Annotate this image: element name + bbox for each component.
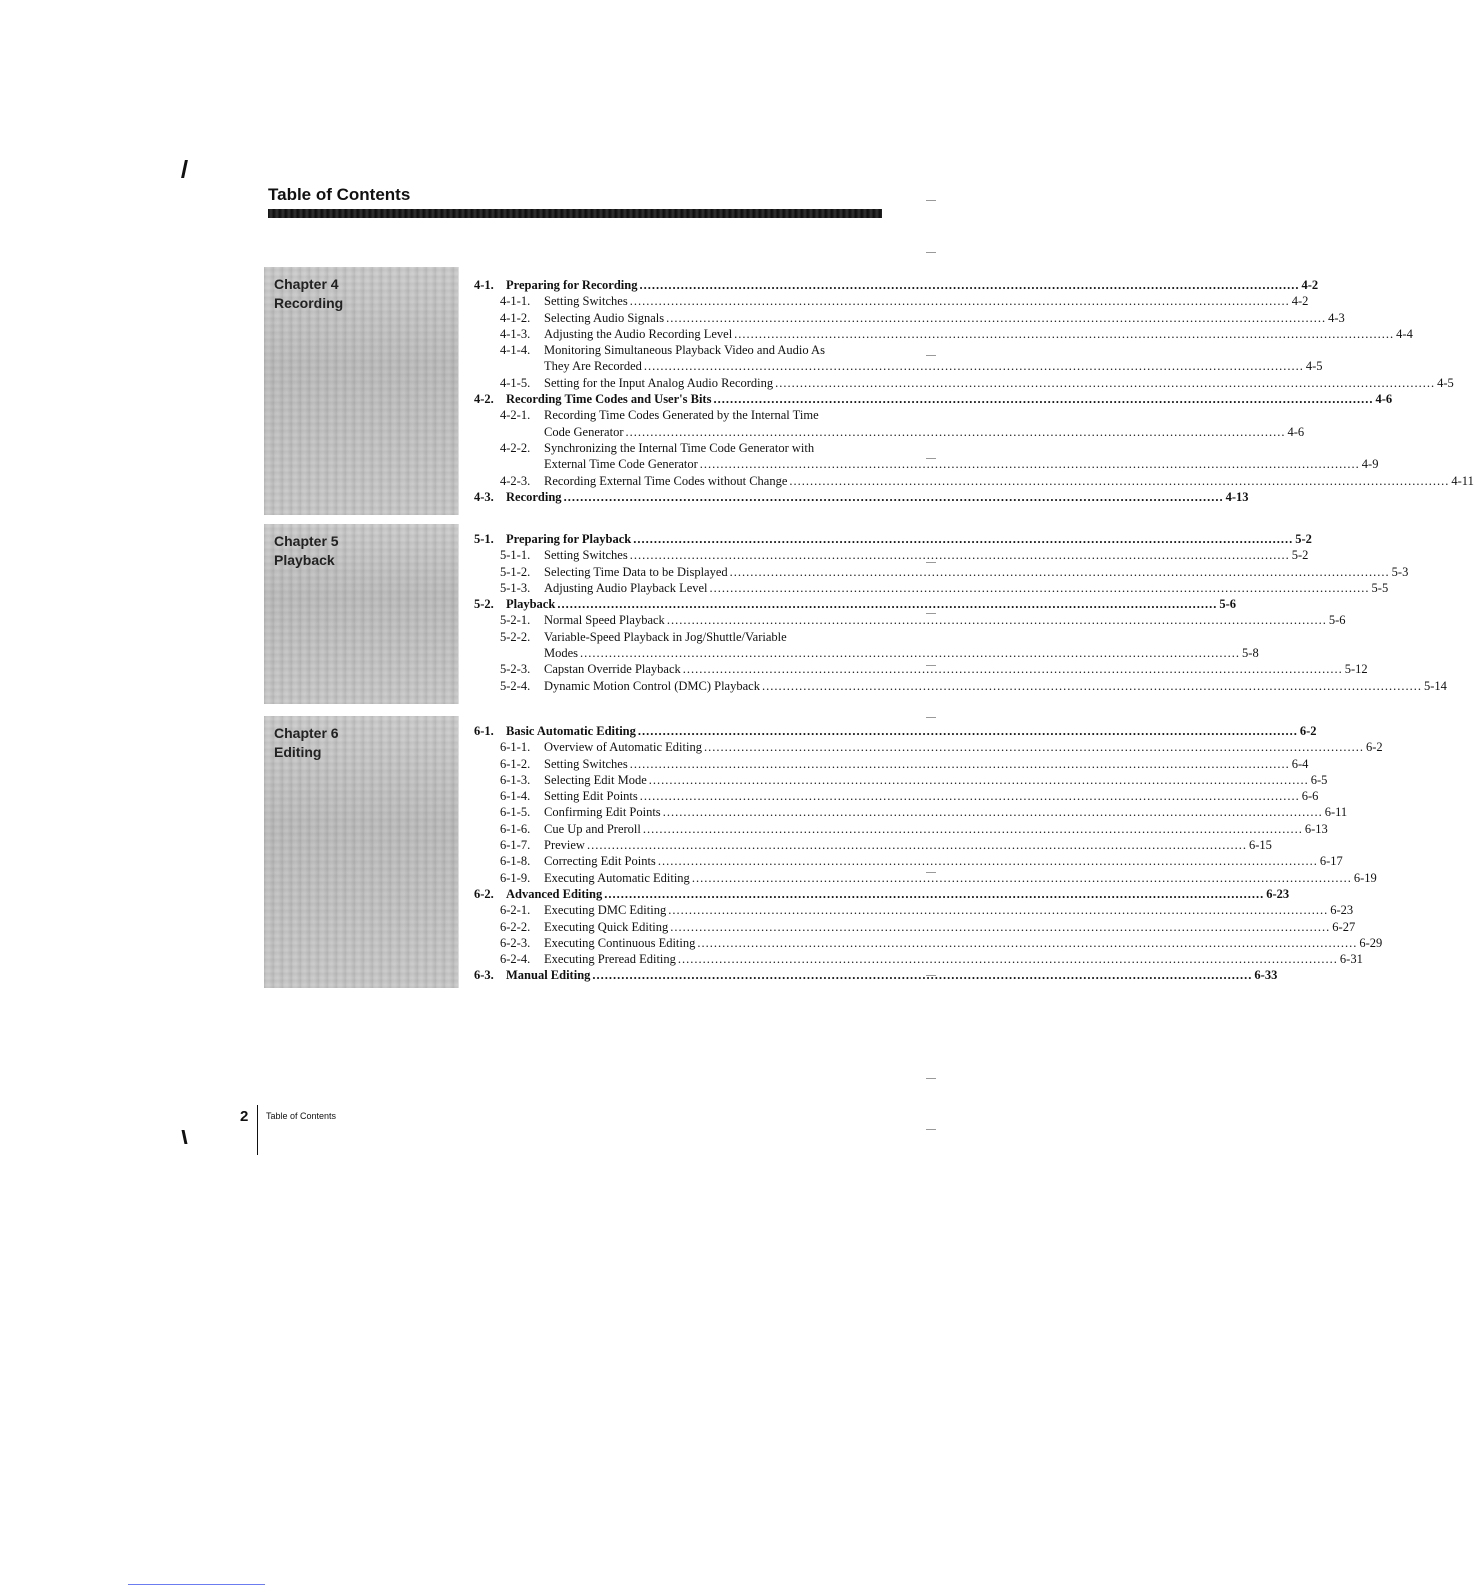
toc-entry-page: 4-9 <box>1361 457 1379 472</box>
toc-entry-title: Executing DMC Editing <box>544 903 667 918</box>
toc-entry-number: 6-1-9. <box>500 870 531 885</box>
toc-entry-number: 4-2-3. <box>500 473 531 488</box>
toc-entry-title: Dynamic Motion Control (DMC) Playback <box>544 678 760 693</box>
toc-entry-number: 6-3. <box>474 968 494 983</box>
toc-entry-title: Overview of Automatic Editing <box>544 740 702 755</box>
toc-entry-page: 6-17 <box>1319 854 1343 869</box>
toc-entry-title: Variable-Speed Playback in Jog/Shuttle/Variable <box>544 629 787 644</box>
toc-entry-number: 6-2-2. <box>500 919 531 934</box>
toc-subsection-entry <box>474 837 1272 853</box>
toc-entry-title: Adjusting Audio Playback Level <box>544 580 708 595</box>
toc-entry-page: 4-4 <box>1396 326 1413 341</box>
toc-subsection-entry <box>474 902 1354 918</box>
toc-section-entry <box>474 967 1278 983</box>
toc-section-entry <box>474 886 1290 902</box>
edge-mark <box>926 975 936 976</box>
toc-leader-dots <box>630 293 1290 309</box>
toc-entry-title: Capstan Override Playback <box>544 662 681 677</box>
toc-subsection-entry <box>474 739 1383 755</box>
crop-mark-bottom-left <box>182 1130 188 1144</box>
toc-entry-number: 4-1-5. <box>500 375 531 390</box>
toc-entry-title: Manual Editing <box>506 968 591 983</box>
toc-subsection-entry <box>474 678 1447 694</box>
toc-leader-dots <box>564 489 1224 505</box>
toc-entry-title: Confirming Edit Points <box>544 805 661 820</box>
toc-subsection-entry <box>474 547 1309 563</box>
toc-entry-page: 4-11 <box>1451 473 1474 488</box>
toc-entry-title: Selecting Audio Signals <box>544 310 665 325</box>
toc-leader-dots <box>592 967 1252 983</box>
toc-entry-page: 5-2 <box>1295 532 1312 546</box>
toc-leader-dots <box>663 804 1323 820</box>
toc-entry-title: Recording External Time Codes without Change <box>544 473 788 488</box>
toc-subsection-entry <box>474 645 1259 661</box>
toc-entry-number: 4-1. <box>474 278 494 292</box>
chapter-4-label <box>274 275 343 313</box>
edge-mark <box>926 355 936 356</box>
toc-subsection-entry <box>474 473 1474 489</box>
toc-entry-title: Correcting Edit Points <box>544 854 656 869</box>
toc-leader-dots <box>697 935 1357 951</box>
toc-entry-page: 4-6 <box>1287 424 1305 439</box>
toc-entry-page: 4-6 <box>1375 392 1393 407</box>
toc-entry-page: 5-5 <box>1371 580 1389 595</box>
chapter-6-toc <box>474 723 1383 984</box>
toc-leader-dots <box>587 837 1247 853</box>
toc-entry-page: 6-29 <box>1359 935 1383 950</box>
toc-entry-page: 4-5 <box>1437 375 1454 390</box>
toc-subsection-entry <box>474 612 1346 628</box>
toc-entry-number: 5-1-2. <box>500 564 531 579</box>
toc-leader-dots <box>710 580 1370 596</box>
toc-section-entry <box>474 531 1312 547</box>
chapter-6-panel <box>264 716 459 988</box>
toc-leader-dots <box>730 564 1390 580</box>
toc-entry-page: 4-5 <box>1305 359 1323 374</box>
toc-entry-page: 4-2 <box>1291 294 1309 309</box>
toc-leader-dots <box>692 870 1352 886</box>
toc-entry-title: Setting Switches <box>544 548 628 563</box>
toc-subsection-entry <box>474 661 1368 677</box>
toc-entry-title: Executing Quick Editing <box>544 919 669 934</box>
toc-entry-title: Executing Preread Editing <box>544 952 676 967</box>
chapter-name: Playback <box>274 552 335 568</box>
toc-leader-dots <box>704 739 1364 755</box>
toc-entry-page: 4-3 <box>1328 310 1345 325</box>
toc-entry-number: 5-2-2. <box>500 629 531 644</box>
toc-entry-number: 5-1-1. <box>500 548 531 563</box>
edge-mark <box>926 200 936 201</box>
toc-entry-number: 6-1-5. <box>500 805 531 820</box>
toc-entry-title: Setting Switches <box>544 756 628 771</box>
toc-entry-number: 5-1-3. <box>500 580 531 595</box>
toc-leader-dots <box>640 788 1300 804</box>
toc-entry-number: 6-1-1. <box>500 740 531 755</box>
edge-mark <box>926 458 936 459</box>
toc-leader-dots <box>630 547 1290 563</box>
chapter-number: Chapter 4 <box>274 276 339 292</box>
page-title: Table of Contents <box>268 185 411 204</box>
toc-subsection-entry <box>474 788 1319 804</box>
toc-entry-page: 5-2 <box>1291 548 1309 563</box>
toc-leader-dots <box>713 391 1373 407</box>
toc-entry-page: 6-27 <box>1332 919 1356 934</box>
toc-leader-dots <box>700 456 1360 472</box>
toc-entry-title: Recording Time Codes Generated by the Internal Time <box>544 408 819 423</box>
toc-entry-title: Selecting Time Data to be Displayed <box>544 564 728 579</box>
toc-entry-page: 6-23 <box>1330 903 1354 918</box>
toc-entry-page: 5-8 <box>1242 646 1259 661</box>
toc-entry-number: 4-1-2. <box>500 310 531 325</box>
toc-leader-dots <box>670 919 1330 935</box>
toc-subsection-entry <box>474 293 1309 309</box>
toc-entry-page: 5-6 <box>1219 597 1236 612</box>
toc-entry-title: Preview <box>544 838 585 853</box>
toc-leader-dots <box>649 772 1309 788</box>
toc-leader-dots <box>639 277 1299 293</box>
toc-leader-dots <box>638 723 1298 739</box>
toc-subsection-entry <box>474 772 1328 788</box>
toc-section-entry <box>474 723 1317 739</box>
toc-leader-dots <box>789 473 1449 489</box>
toc-subsection-entry <box>474 326 1413 342</box>
toc-leader-dots <box>678 951 1338 967</box>
chapter-number: Chapter 6 <box>274 725 339 741</box>
toc-subsection-entry <box>474 870 1377 886</box>
crop-mark-top-left <box>181 160 188 178</box>
toc-entry-number: 4-1-4. <box>500 343 531 358</box>
edge-mark <box>926 562 936 563</box>
edge-mark <box>926 613 936 614</box>
toc-entry-number: 4-2-1. <box>500 408 531 423</box>
toc-entry-number: 4-3. <box>474 489 494 504</box>
toc-leader-dots <box>667 612 1327 628</box>
chapter-4-panel <box>264 267 459 515</box>
edge-mark <box>926 252 936 253</box>
toc-entry-page: 6-2 <box>1299 724 1317 738</box>
toc-entry-number: 6-1-6. <box>500 821 531 836</box>
toc-entry-number: 4-1-1. <box>500 294 531 309</box>
toc-entry-page: 6-4 <box>1291 756 1309 771</box>
toc-entry-title: Preparing for Playback <box>506 532 632 546</box>
toc-entry-title: Basic Automatic Editing <box>506 724 636 738</box>
toc-entry-title: Recording <box>506 489 562 504</box>
toc-entry-page: 6-11 <box>1324 805 1348 820</box>
toc-leader-dots <box>762 678 1422 694</box>
chapter-4-toc <box>474 277 1474 505</box>
toc-entry-page: 6-33 <box>1254 968 1278 983</box>
toc-entry-number: 6-1-4. <box>500 789 531 804</box>
toc-entry-title: Selecting Edit Mode <box>544 772 647 787</box>
toc-entry-number: 4-2. <box>474 392 494 407</box>
toc-entry-title: Normal Speed Playback <box>544 613 665 628</box>
toc-entry-title: Setting Switches <box>544 294 628 309</box>
title-rule <box>268 209 882 218</box>
toc-entry-number: 6-1-8. <box>500 854 531 869</box>
toc-entry-title: Code Generator <box>544 424 624 439</box>
toc-entry-number: 6-1-7. <box>500 838 531 853</box>
edge-mark <box>926 717 936 718</box>
toc-subsection-entry <box>474 407 882 423</box>
toc-subsection-entry <box>474 821 1328 837</box>
toc-leader-dots <box>604 886 1264 902</box>
footer-divider <box>257 1105 258 1155</box>
toc-subsection-entry <box>474 935 1383 951</box>
toc-leader-dots <box>630 756 1290 772</box>
toc-leader-dots <box>683 661 1343 677</box>
toc-subsection-entry <box>474 310 1345 326</box>
chapter-5-toc <box>474 531 1447 694</box>
chapter-6-label <box>274 724 339 762</box>
toc-entry-page: 6-19 <box>1353 870 1377 885</box>
footer-page-number: 2 <box>240 1108 249 1125</box>
toc-entry-number: 5-1. <box>474 532 494 546</box>
chapter-name: Recording <box>274 295 344 311</box>
toc-entry-number: 5-2-3. <box>500 662 531 677</box>
toc-leader-dots <box>557 596 1217 612</box>
toc-section-entry <box>474 277 1319 293</box>
toc-entry-title: Adjusting the Audio Recording Level <box>544 326 733 341</box>
toc-subsection-entry <box>474 375 1454 391</box>
toc-entry-page: 5-12 <box>1344 662 1368 677</box>
toc-entry-page: 6-5 <box>1310 772 1328 787</box>
toc-subsection-entry <box>474 580 1389 596</box>
toc-entry-page: 4-2 <box>1301 278 1319 292</box>
toc-leader-dots <box>734 326 1394 342</box>
toc-entry-number: 6-2-3. <box>500 935 531 950</box>
toc-entry-title: Modes <box>544 646 579 661</box>
toc-entry-page: 6-2 <box>1365 740 1383 755</box>
toc-section-entry <box>474 596 1236 612</box>
toc-entry-number: 5-2. <box>474 597 494 612</box>
toc-entry-title: Setting for the Input Analog Audio Recording <box>544 375 774 390</box>
toc-entry-page: 6-23 <box>1266 886 1290 901</box>
toc-leader-dots <box>580 645 1240 661</box>
toc-leader-dots <box>775 375 1435 391</box>
toc-subsection-entry <box>474 564 1409 580</box>
toc-entry-page: 5-6 <box>1328 613 1346 628</box>
toc-section-entry <box>474 489 1249 505</box>
toc-entry-title: Playback <box>506 597 556 612</box>
toc-subsection-entry <box>474 951 1363 967</box>
toc-leader-dots <box>666 310 1326 326</box>
toc-entry-number: 6-1-2. <box>500 756 531 771</box>
edge-mark <box>926 1129 936 1130</box>
toc-entry-title: Advanced Editing <box>506 886 603 901</box>
toc-subsection-entry <box>474 424 1305 440</box>
toc-entry-number: 6-1. <box>474 724 494 738</box>
toc-leader-dots <box>668 902 1328 918</box>
toc-entry-title: They Are Recorded <box>544 359 642 374</box>
toc-subsection-entry <box>474 853 1343 869</box>
toc-entry-number: 5-2-1. <box>500 613 531 628</box>
toc-entry-title: External Time Code Generator <box>544 457 698 472</box>
toc-entry-title: Cue Up and Preroll <box>544 821 641 836</box>
edge-mark <box>926 665 936 666</box>
toc-entry-page: 6-15 <box>1248 838 1272 853</box>
toc-subsection-entry <box>474 342 882 358</box>
toc-entry-title: Monitoring Simultaneous Playback Video and Audio As <box>544 343 825 358</box>
toc-entry-number: 5-2-4. <box>500 678 531 693</box>
toc-entry-number: 6-1-3. <box>500 772 531 787</box>
toc-entry-number: 4-2-2. <box>500 440 531 455</box>
toc-leader-dots <box>625 424 1285 440</box>
toc-subsection-entry <box>474 804 1348 820</box>
toc-subsection-entry <box>474 629 882 645</box>
toc-entry-page: 6-13 <box>1304 821 1328 836</box>
toc-leader-dots <box>658 853 1318 869</box>
toc-subsection-entry <box>474 756 1309 772</box>
toc-subsection-entry <box>474 358 1323 374</box>
toc-entry-page: 5-14 <box>1423 678 1447 693</box>
chapter-name: Editing <box>274 744 322 760</box>
edge-mark <box>926 872 936 873</box>
toc-leader-dots <box>643 821 1303 837</box>
toc-entry-title: Recording Time Codes and User's Bits <box>506 392 712 407</box>
toc-subsection-entry <box>474 440 882 456</box>
toc-section-entry <box>474 391 1393 407</box>
toc-entry-page: 4-13 <box>1225 489 1249 504</box>
chapter-5-panel <box>264 524 459 704</box>
toc-entry-title: Executing Automatic Editing <box>544 870 690 885</box>
toc-entry-number: 6-2-4. <box>500 952 531 967</box>
toc-entry-title: Synchronizing the Internal Time Code Generator with <box>544 440 815 455</box>
toc-entry-title: Executing Continuous Editing <box>544 935 696 950</box>
toc-leader-dots <box>644 358 1304 374</box>
chapter-5-label <box>274 532 339 570</box>
chapter-number: Chapter 5 <box>274 533 339 549</box>
toc-entry-title: Preparing for Recording <box>506 278 638 292</box>
toc-entry-page: 5-3 <box>1391 564 1409 579</box>
toc-subsection-entry <box>474 919 1356 935</box>
toc-entry-title: Setting Edit Points <box>544 789 638 804</box>
edge-mark <box>926 1078 936 1079</box>
footer-section-name: Table of Contents <box>266 1111 337 1121</box>
toc-entry-number: 6-2-1. <box>500 903 531 918</box>
toc-entry-page: 6-6 <box>1301 789 1319 804</box>
toc-subsection-entry <box>474 456 1379 472</box>
toc-entry-page: 6-31 <box>1339 952 1363 967</box>
toc-leader-dots <box>633 531 1293 547</box>
toc-entry-number: 4-1-3. <box>500 326 531 341</box>
toc-entry-number: 6-2. <box>474 886 494 901</box>
